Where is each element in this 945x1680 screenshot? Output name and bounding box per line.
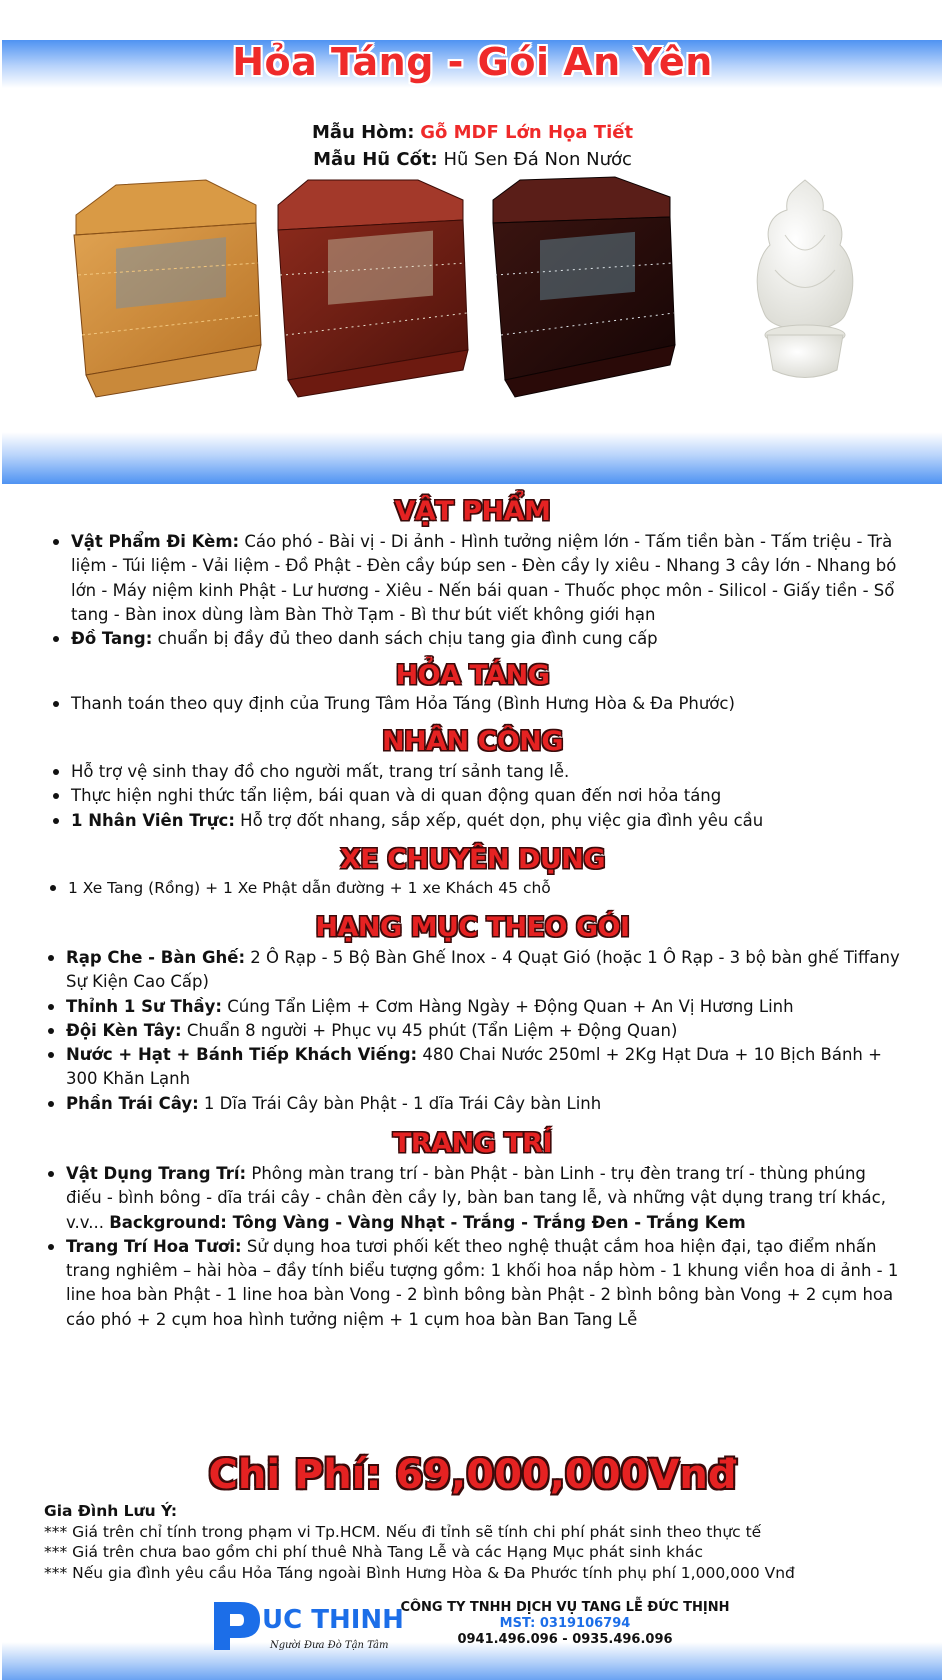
- item-text: chuẩn bị đầy đủ theo danh sách chịu tang gia đình cung cấp: [152, 629, 658, 649]
- notes-block: [44, 1501, 924, 1583]
- item-text: Phông màn trang trí - bàn Phật - bàn Linh - trụ đèn trang trí - thùng phúng điếu - bình bông - dĩa trái cây - chân đèn cầy ly, bàn ban tang lễ, và những vật dụng trang trí khác, v.v...: [66, 1164, 886, 1232]
- list-item: [66, 1092, 901, 1116]
- bullet-icon: [48, 1028, 54, 1034]
- coffin-model-value: Gỗ MDF Lớn Họa Tiết: [420, 122, 634, 143]
- section-title-hoa-tang: HỎA TÁNG: [395, 660, 550, 691]
- logo-tagline: Người Đưa Đò Tận Tâm: [270, 1640, 389, 1651]
- bullet-icon: [48, 1244, 54, 1250]
- section-title-hang-muc: HẠNG MỤC THEO GÓI: [315, 912, 630, 943]
- item-text: Thực hiện nghi thức tẩn liệm, bái quan và di quan động quan đến nơi hỏa táng: [71, 786, 722, 806]
- urn-model-line: [0, 149, 945, 170]
- phone-numbers: 0941.496.096 - 0935.496.096: [457, 1632, 673, 1647]
- item-label: Rạp Che - Bàn Ghế:: [66, 948, 246, 967]
- gallery-band: [2, 432, 942, 484]
- company-logo: [212, 1598, 404, 1654]
- company-name: CÔNG TY TNHH DỊCH VỤ TANG LỄ ĐỨC THỊNH: [400, 1600, 730, 1615]
- item-text: Sử dụng hoa tươi phối kết theo nghệ thuật cắm hoa hiện đại, tạo điểm nhấn trang nghiêm – hài hòa – đầy tính biểu tượng gồm: 1 khối hoa nắp hòm - 1 khung viền hoa di ảnh - 1 line hoa bàn Phật - 1 line hoa bàn Vong - 2 bình bông bàn Phật - 2 bình bông bàn Vong + 2 cụm hoa cáo phó + 2 cụm hoa hình tưởng niệm + 1 cụm hoa bàn Ban Tang Lễ: [66, 1236, 899, 1329]
- bullet-icon: [53, 636, 59, 642]
- item-text: 1 Xe Tang (Rồng) + 1 Xe Phật dẫn đường + 1 xe Khách 45 chỗ: [68, 879, 551, 897]
- list-item: [66, 1235, 906, 1332]
- bullet-icon: [53, 701, 59, 707]
- item-label: Phần Trái Cây:: [66, 1093, 199, 1113]
- list-item: [71, 784, 901, 808]
- list-item: [66, 1043, 901, 1092]
- coffin-model-label: Mẫu Hòm:: [311, 122, 415, 143]
- note-line: *** Giá trên chỉ tính trong phạm vi Tp.HCM. Nếu đi tỉnh sẽ tính chi phí phát sinh theo thực tế: [44, 1522, 762, 1541]
- list-item: [71, 627, 901, 651]
- bullet-icon: [48, 1171, 54, 1177]
- item-text: Cáo phó - Bài vị - Di ảnh - Hình tưởng niệm lớn - Tấm tiền bàn - Tấm triệu - Trà liệm - Túi liệm - Vải liệm - Đồ Phật - Đèn cầy búp sen - Đèn cầy ly xiêu - Nhang 3 cây lớn - Nhang bó lớn - Máy niệm kinh Phật - Lư hương - Xiêu - Nến bái quan - Thuốc phọc môn - Silicol - Giấy tiền - Sổ tang - Bàn inox dùng làm Bàn Thờ Tạm - Bì thư bút viết không giới hạn: [71, 532, 897, 624]
- urn-model-value: Hũ Sen Đá Non Nước: [443, 149, 632, 170]
- bullet-icon: [48, 1052, 54, 1058]
- coffin-gold-image: [56, 175, 271, 400]
- hoa-tang-list: [71, 692, 901, 716]
- background-label: Background: Tông Vàng - Vàng Nhạt - Trắng - Trắng Đen - Trắng Kem: [109, 1212, 746, 1232]
- section-title-trang-tri: TRANG TRÍ: [392, 1128, 553, 1159]
- bullet-icon: [50, 885, 56, 891]
- xe-list: [68, 876, 898, 900]
- notes-title: Gia Đình Lưu Ý:: [44, 1502, 178, 1520]
- urn-model-label: Mẫu Hũ Cốt:: [313, 149, 438, 170]
- item-text: 2 Ô Rạp - 5 Bộ Bàn Ghế Inox - 4 Quạt Gió (hoặc 1 Ô Rạp - 3 bộ bàn ghế Tiffany Sự Kiện Cao Cấp): [66, 948, 900, 992]
- item-text: Chuẩn 8 người + Phục vụ 45 phút (Tẩn Liệm + Động Quan): [181, 1020, 678, 1040]
- list-item: [71, 692, 901, 716]
- vat-pham-list: [71, 530, 901, 651]
- coffin-model-line: [0, 122, 945, 143]
- item-label: Đồ Tang:: [71, 629, 153, 649]
- item-text: Thanh toán theo quy định của Trung Tâm Hỏa Táng (Bình Hưng Hòa & Đa Phước): [71, 694, 735, 713]
- logo-text: UC THINH: [262, 1605, 404, 1635]
- item-label: Trang Trí Hoa Tươi:: [66, 1236, 242, 1256]
- list-item: [71, 809, 901, 833]
- bullet-icon: [53, 818, 59, 824]
- list-item: [68, 876, 898, 900]
- hang-muc-list: [66, 946, 901, 1116]
- bullet-icon: [53, 793, 59, 799]
- company-info: [395, 1600, 735, 1648]
- lotus-urn-image: [745, 175, 865, 400]
- section-title-nhan-cong: NHÂN CÔNG: [381, 726, 564, 757]
- section-title-xe: XE CHUYÊN DỤNG: [339, 844, 606, 875]
- nhan-cong-list: [71, 760, 901, 833]
- item-label: 1 Nhân Viên Trực:: [71, 810, 235, 830]
- page-title: Hỏa Táng - Gói An Yên: [232, 40, 713, 84]
- list-item: [71, 530, 901, 627]
- item-text: Hỗ trợ vệ sinh thay đồ cho người mất, trang trí sảnh tang lễ.: [71, 762, 570, 781]
- bullet-icon: [48, 955, 54, 961]
- list-item: [66, 1162, 906, 1235]
- list-item: [66, 1019, 901, 1043]
- item-text: Hỗ trợ đốt nhang, sắp xếp, quét dọn, phụ việc gia đình yêu cầu: [234, 810, 764, 830]
- item-label: Đội Kèn Tây:: [66, 1020, 182, 1040]
- section-title-vat-pham: VẬT PHẨM: [394, 496, 551, 527]
- coffin-dark-image: [485, 175, 685, 400]
- footer: [212, 1598, 752, 1654]
- item-label: Vật Dụng Trang Trí:: [66, 1164, 247, 1183]
- list-item: [66, 946, 901, 995]
- coffin-red-image: [268, 175, 483, 400]
- item-text: Cúng Tẩn Liệm + Cơm Hàng Ngày + Động Quan + An Vị Hương Linh: [222, 996, 794, 1016]
- bullet-icon: [48, 1101, 54, 1107]
- item-label: Vật Phẩm Đi Kèm:: [71, 532, 240, 551]
- bullet-icon: [53, 539, 59, 545]
- note-line: *** Nếu gia đình yêu cầu Hỏa Táng ngoài Bình Hưng Hòa & Đa Phước tính phụ phí 1,000,000 Vnđ: [44, 1563, 795, 1582]
- price-total: Chi Phí: 69,000,000Vnđ: [208, 1452, 737, 1498]
- item-text: 1 Dĩa Trái Cây bàn Phật - 1 dĩa Trái Cây bàn Linh: [198, 1093, 602, 1113]
- trang-tri-list: [66, 1162, 906, 1332]
- bullet-icon: [53, 769, 59, 775]
- note-line: *** Giá trên chưa bao gồm chi phí thuê Nhà Tang Lễ và các Hạng Mục phát sinh khác: [44, 1543, 703, 1561]
- list-item: [66, 995, 901, 1019]
- product-gallery: [50, 175, 910, 405]
- bullet-icon: [48, 1004, 54, 1010]
- item-text: 480 Chai Nước 250ml + 2Kg Hạt Dưa + 10 Bịch Bánh + 300 Khăn Lạnh: [66, 1045, 882, 1089]
- list-item: [71, 760, 901, 784]
- item-label: Thỉnh 1 Sư Thầy:: [66, 996, 222, 1016]
- tax-code: MST: 0319106794: [499, 1616, 631, 1631]
- item-label: Nước + Hạt + Bánh Tiếp Khách Viếng:: [66, 1045, 418, 1065]
